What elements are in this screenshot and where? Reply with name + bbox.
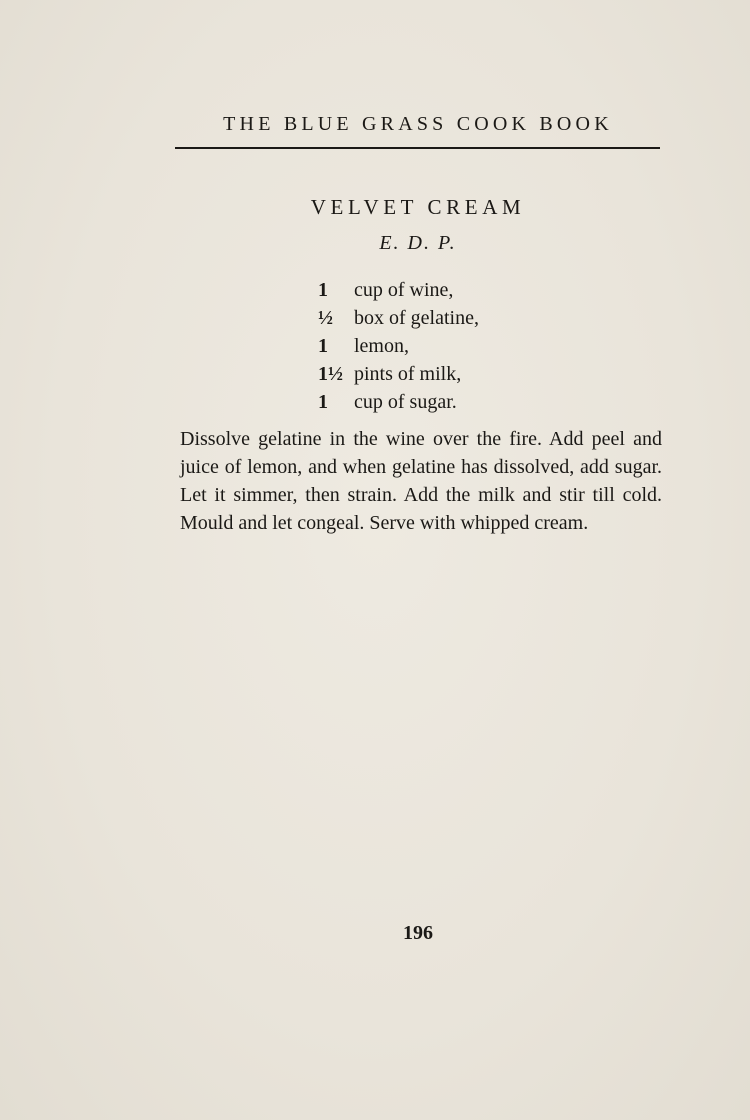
ingredient-quantity: 1	[318, 391, 328, 413]
recipe-author: E. D. P.	[379, 232, 457, 254]
ingredient-item: lemon,	[354, 335, 409, 357]
ingredient-row	[318, 304, 618, 332]
page-number: 196	[403, 922, 433, 944]
ingredient-item: pints of milk,	[354, 363, 462, 385]
ingredient-list	[318, 276, 618, 416]
running-head: THE BLUE GRASS COOK BOOK	[223, 113, 613, 135]
ingredient-quantity: 1	[318, 335, 328, 357]
ingredient-quantity: ½	[318, 307, 333, 329]
ingredient-quantity: 1	[318, 279, 328, 301]
ingredient-item: cup of wine,	[354, 279, 454, 301]
ingredient-row	[318, 360, 618, 388]
ingredient-quantity: 1½	[318, 363, 343, 385]
ingredient-item: box of gelatine,	[354, 307, 479, 329]
ingredient-row	[318, 332, 618, 360]
header-rule	[175, 147, 660, 149]
recipe-title: VELVET CREAM	[310, 195, 526, 219]
recipe-directions: Dissolve gelatine in the wine over the fire. Add peel and juice of lemon, and when gelatine has dissolved, add sugar. Let it simmer, then strain. Add the milk and stir till cold. Mould and let congeal. Serve with whipped cream.	[180, 428, 662, 534]
ingredient-row	[318, 388, 618, 416]
ingredient-item: cup of sugar.	[354, 391, 457, 413]
ingredient-row	[318, 276, 618, 304]
